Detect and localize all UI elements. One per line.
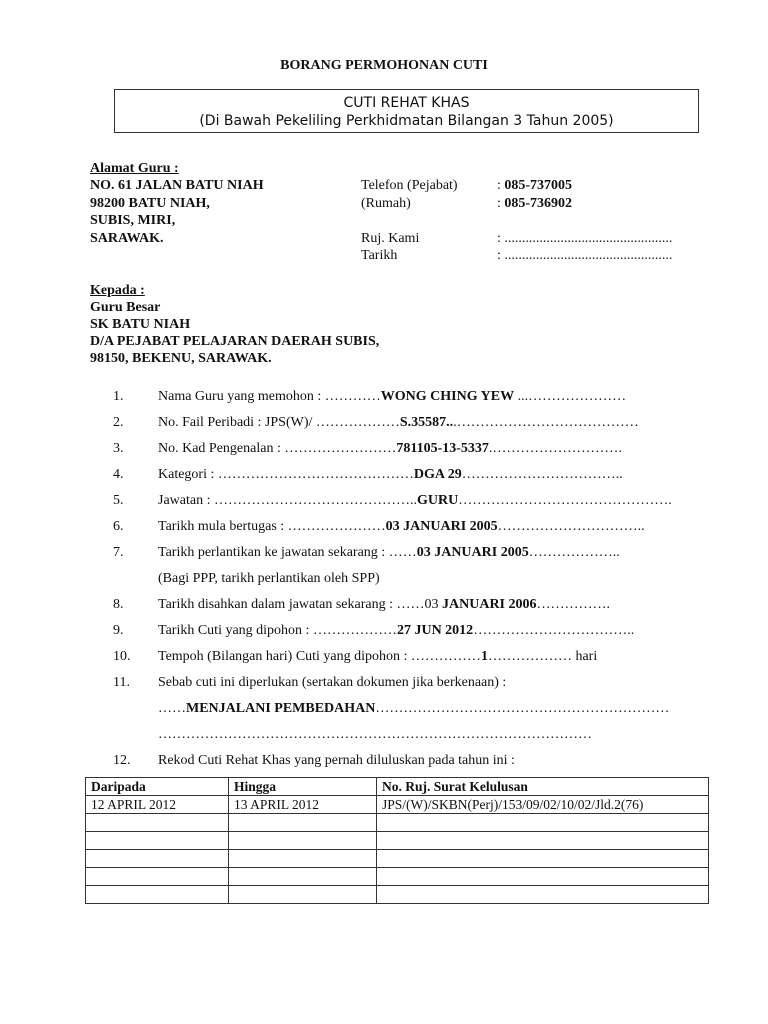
item-12-label: Rekod Cuti Rehat Khas yang pernah diluluskan pada tahun ini : [158,753,515,768]
table-cell [86,814,229,832]
item-9-label: Tarikh Cuti yang dipohon : ……………… [158,623,397,638]
item-3-dots: .………………………. [488,441,622,456]
item-12-number: 12. [113,753,131,768]
table-cell [229,868,377,886]
personal-file-value: S.35587.. [399,415,454,430]
address-line-1: NO. 61 JALAN BATU NIAH [90,178,264,193]
home-phone-value [497,196,572,212]
item-start-date [158,519,645,535]
table-cell: 13 APRIL 2012 [229,796,377,814]
leave-date-value: 27 JUN 2012 [396,623,474,638]
date-label: Tarikh [361,248,398,263]
reference-label: Ruj. Kami [361,231,420,246]
position-value: GURU [416,493,459,508]
table-row [86,814,709,832]
appointment-date-value: 03 JANUARI 2005 [416,545,529,560]
item-1-number: 1. [113,389,124,404]
category-value: DGA 29 [413,467,462,482]
office-phone-label: Telefon (Pejabat) [361,178,458,193]
table-cell [86,868,229,886]
table-cell [377,814,709,832]
ic-number-value: 781105-13-5337 [396,441,489,456]
date-field: : ................................................ [497,248,673,263]
item-ic-number [158,441,622,457]
table-header-row [86,778,709,796]
item-leave-duration [158,649,597,665]
item-2-label: No. Fail Peribadi : JPS(W)/ ……………… [158,415,400,430]
table-cell [229,886,377,904]
item-1-dots: ...………………… [514,389,627,404]
item-11-label: Sebab cuti ini diperlukan (sertakan dokumen jika berkenaan) : [158,675,507,690]
item-7-label: Tarikh perlantikan ke jawatan sekarang : …… [158,545,417,560]
item-confirmation-date [158,597,610,613]
item-10-dots: ……………… hari [487,649,598,664]
item-7-number: 7. [113,545,124,560]
office-phone-value [497,178,572,194]
item-8-dots: ……………. [536,597,610,612]
table-row [86,886,709,904]
item-5-label: Jawatan : …………………………………….. [158,493,417,508]
recipient-heading: Kepada : [90,283,145,298]
item-applicant-name [158,389,626,405]
home-phone-colon: : [497,196,501,211]
item-appointment-date [158,545,620,561]
item-6-dots: ………………………….. [497,519,645,534]
item-1-label: Nama Guru yang memohon : ………… [158,389,381,404]
recipient-line-1: Guru Besar [90,300,161,315]
item-6-number: 6. [113,519,124,534]
item-2-dots: .………………………………… [453,415,639,430]
table-row [86,832,709,850]
home-phone-number: 085-736902 [504,196,573,211]
address-line-4: SARAWAK. [90,231,164,246]
reason-prefix-dots: …… [158,701,186,716]
item-category [158,467,623,483]
table-cell: 12 APRIL 2012 [86,796,229,814]
address-line-2: 98200 BATU NIAH, [90,196,210,211]
applicant-name-value: WONG CHING YEW [380,389,515,404]
leave-duration-value: 1 [480,649,488,664]
table-row [86,796,709,814]
item-5-dots: ………………………………………. [458,493,672,508]
table-cell [86,886,229,904]
item-4-label: Kategori : …………………………………… [158,467,414,482]
leave-type-box [114,89,699,133]
office-phone-number: 085-737005 [504,178,573,193]
item-6-label: Tarikh mula bertugas : ………………… [158,519,386,534]
leave-reason-line-2: ………………………………………………………………………………… [158,727,592,742]
office-phone-colon: : [497,178,501,193]
home-phone-label: (Rumah) [361,196,411,211]
table-row [86,850,709,868]
leave-type-title: CUTI REHAT KHAS [343,95,470,111]
item-11-number: 11. [113,675,130,690]
item-9-dots: …………………………….. [473,623,635,638]
confirmation-date-value: JANUARI 2006 [442,597,537,612]
circular-reference: (Di Bawah Pekeliling Perkhidmatan Bilangan 3 Tahun 2005) [199,113,614,129]
table-cell [229,814,377,832]
item-4-number: 4. [113,467,124,482]
recipient-line-2: SK BATU NIAH [90,317,191,332]
reason-tail-dots: ……………………………………………………… [375,701,670,716]
leave-record-table [85,777,709,904]
item-7-dots: ……………….. [528,545,620,560]
item-personal-file [158,415,639,431]
item-leave-date [158,623,634,639]
leave-reason-value: MENJALANI PEMBEDAHAN [186,701,376,716]
table-cell [86,832,229,850]
item-4-dots: …………………………….. [461,467,623,482]
item-10-number: 10. [113,649,131,664]
item-10-label: Tempoh (Bilangan hari) Cuti yang dipohon : …………… [158,649,481,664]
table-cell [229,832,377,850]
item-7-note: (Bagi PPP, tarikh perlantikan oleh SPP) [158,571,380,586]
table-cell [377,850,709,868]
column-header-from: Daripada [86,778,229,796]
column-header-approval-ref: No. Ruj. Surat Kelulusan [377,778,709,796]
table-cell [377,886,709,904]
table-cell [229,850,377,868]
item-3-label: No. Kad Pengenalan : …………………… [158,441,397,456]
item-8-label: Tarikh disahkan dalam jawatan sekarang : ……03 [158,597,442,612]
table-cell: JPS/(W)/SKBN(Perj)/153/09/02/10/02/Jld.2(76) [377,796,709,814]
start-date-value: 03 JANUARI 2005 [385,519,498,534]
recipient-line-4: 98150, BEKENU, SARAWAK. [90,351,272,366]
item-5-number: 5. [113,493,124,508]
column-header-to: Hingga [229,778,377,796]
address-heading: Alamat Guru : [90,161,179,176]
item-position [158,493,672,509]
table-row [86,868,709,886]
form-title: BORANG PERMOHONAN CUTI [280,58,488,73]
table-cell [377,832,709,850]
leave-reason-line-1 [158,701,669,717]
table-cell [377,868,709,886]
item-2-number: 2. [113,415,124,430]
reference-field: : ................................................ [497,231,673,246]
item-9-number: 9. [113,623,124,638]
item-8-number: 8. [113,597,124,612]
address-line-3: SUBIS, MIRI, [90,213,176,228]
item-3-number: 3. [113,441,124,456]
table-cell [86,850,229,868]
recipient-line-3: D/A PEJABAT PELAJARAN DAERAH SUBIS, [90,334,380,349]
